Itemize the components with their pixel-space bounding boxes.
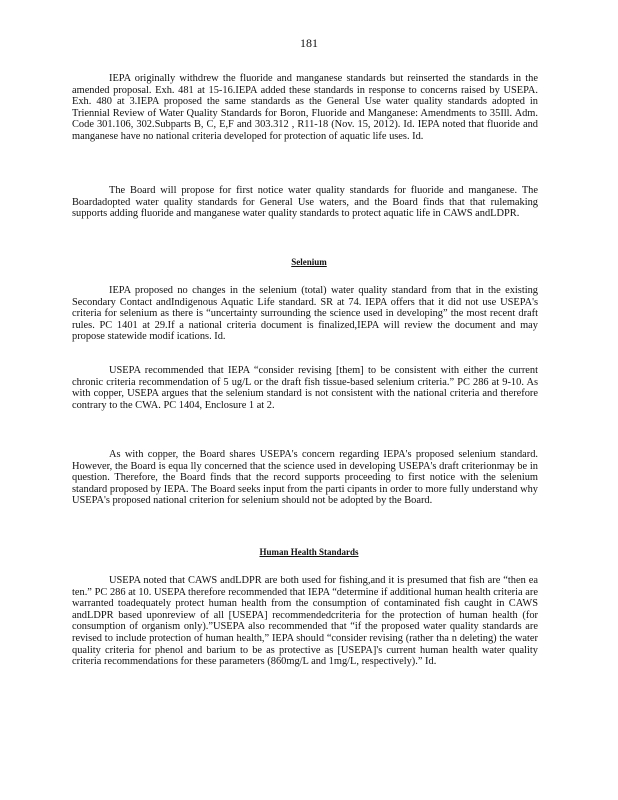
paragraph-fluoride-manganese: IEPA originally withdrew the fluoride and manganese standards but reinserted the standards in the amended proposal. Exh. 481 at 15-16.IEPA added these standards in response to concerns raised by USEPA. Exh. 480 at 3.IEPA proposed the same standards as the General Use water quality standards adopted in Triennial Review of Water Quality Standards for Boron, Fluoride and Manganese: Amendments to 35Ill. Adm. Code 301.106, 302.Subparts B, C, E,F and 303.312 , R11-18 (Nov. 15, 2012). Id. IEPA noted that fluoride and manganese have no national criteria developed for protection of aquatic life uses. Id. bbox=[72, 73, 538, 142]
paragraph-board-proposes-fluoride: The Board will propose for first notice water quality standards for fluoride and manganese. The Boardadopted water quality standards for General Use waters, and the Board finds that that rulemaking supports adding fluoride and manganese water quality standards to protect aquatic life in CAWS andLDPR. bbox=[72, 185, 538, 220]
section-heading-human-health-text: Human Health Standards bbox=[259, 547, 359, 557]
paragraph-human-health: USEPA noted that CAWS andLDPR are both used for fishing,and it is presumed that fish are “then ea ten.” PC 286 at 10. USEPA therefore recommended that IEPA “determine if additional human health criteria are warranted toadequately protect human health from the consumption of contaminated fish caught in CAWS andLDPR based uponreview of all [USEPA] recommendedcriteria for the protection of human health (for consumption of organism only).”USEPA also recommended that “if the proposed water quality standards are revised to include protection of human health,” IEPA should “consider revising (rather tha n deleting) the water quality criteria for phenol and barium to be as protective as [USEPA]'s current human health water quality criteria recommendations for these parameters (860mg/L and 1mg/L, respectively).” Id. bbox=[72, 575, 538, 668]
paragraph-board-selenium: As with copper, the Board shares USEPA's concern regarding IEPA's proposed selenium standard. However, the Board is equa lly concerned that the science used in developing USEPA's draft criterionmay be in question. Therefore, the Board finds that the record supports proceeding to first notice with the selenium standard proposed by IEPA. The Board seeks input from the parti cipants in order to more fully understand why USEPA's proposed national criterion for selenium should not be adopted by the Board. bbox=[72, 449, 538, 507]
section-heading-human-health bbox=[0, 547, 618, 559]
page-number: 181 bbox=[300, 36, 318, 50]
section-heading-selenium-text: Selenium bbox=[291, 257, 327, 267]
paragraph-iepa-selenium: IEPA proposed no changes in the selenium (total) water quality standard from that in the existing Secondary Contact andIndigenous Aquatic Life standard. SR at 74. IEPA offers that it did not use USEPA's criteria for selenium as there is “uncertainty surrounding the science used in developing” the most recent draft rules. PC 1401 at 29.If a national criteria document is finalized,IEPA will review the document and may propose statewide modif ications. Id. bbox=[72, 285, 538, 343]
section-heading-selenium bbox=[0, 257, 618, 269]
paragraph-usepa-selenium: USEPA recommended that IEPA “consider revising [them] to be consistent with either the current chronic criteria recommendation of 5 ug/L or the draft fish tissue-based selenium criteria.” PC 286 at 9-10. As with copper, USEPA argues that the selenium standard is not consistent with the national criteria and therefore contrary to the CWA. PC 1404, Enclosure 1 at 2. bbox=[72, 365, 538, 411]
